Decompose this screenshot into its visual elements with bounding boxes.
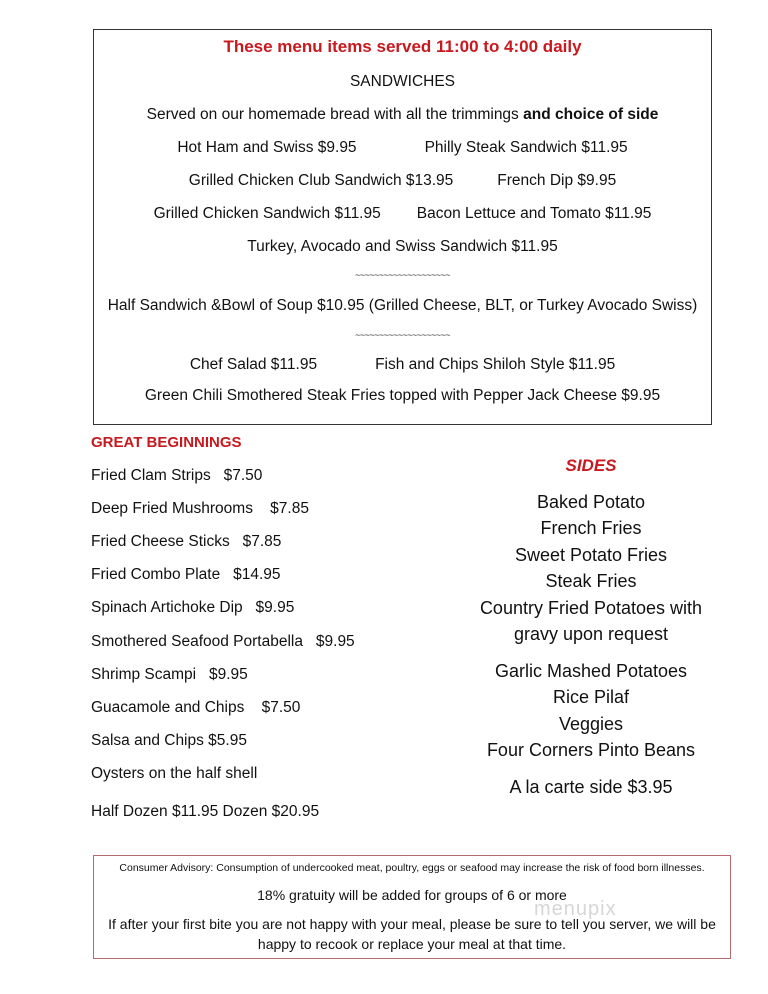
side-item: Veggies: [558, 714, 624, 734]
menu-row: [94, 172, 711, 190]
hours-title: These menu items served 11:00 to 4:00 daily: [223, 37, 582, 56]
side-item: Baked Potato: [536, 492, 646, 512]
menu-row: [94, 387, 711, 405]
side-item: gravy upon request: [513, 624, 669, 644]
appetizer-item: Salsa and Chips $5.95: [91, 732, 247, 749]
a-la-carte-price: A la carte side $3.95: [509, 777, 673, 797]
divider: ~~~~~~~~~~~~~~~~~~~~: [354, 330, 451, 340]
side-item: Garlic Mashed Potatoes: [494, 661, 688, 681]
appetizer-item: Oysters on the half shell: [91, 765, 258, 782]
great-beginnings-heading: GREAT BEGINNINGS: [91, 434, 242, 451]
side-item: Sweet Potato Fries: [514, 545, 668, 565]
divider: ~~~~~~~~~~~~~~~~~~~~: [354, 270, 451, 280]
sides-heading: SIDES: [565, 456, 617, 475]
appetizer-item: Spinach Artichoke Dip $9.95: [91, 599, 295, 616]
side-item: Country Fried Potatoes with: [479, 598, 703, 618]
menu-item: Philly Steak Sandwich $11.95: [424, 139, 628, 156]
side-item: French Fries: [540, 518, 642, 538]
advisory-box: [93, 855, 731, 959]
description-plain: Served on our homemade bread with all the trimmings: [146, 106, 524, 123]
watermark-logo: menupix: [534, 898, 617, 920]
menu-row: [94, 205, 711, 223]
side-item: Steak Fries: [545, 571, 637, 591]
menu-item: Fish and Chips Shiloh Style $11.95: [375, 356, 616, 373]
menu-item: Bacon Lettuce and Tomato $11.95: [416, 205, 652, 222]
appetizer-item: Fried Combo Plate $14.95: [91, 566, 281, 583]
appetizer-item: Shrimp Scampi $9.95: [91, 666, 248, 683]
appetizer-item: Half Dozen $11.95 Dozen $20.95: [91, 803, 320, 820]
menu-item: Chef Salad $11.95: [189, 356, 318, 373]
appetizer-item: Fried Clam Strips $7.50: [91, 467, 263, 484]
consumer-advisory: Consumer Advisory: Consumption of undercooked meat, poultry, eggs or seafood may increase the risk of food born illnesses.: [119, 862, 705, 874]
appetizer-item: Deep Fried Mushrooms $7.85: [91, 500, 309, 517]
menu-row: [94, 356, 711, 374]
appetizer-item: Smothered Seafood Portabella $9.95: [91, 633, 355, 650]
description-bold: and choice of side: [523, 106, 659, 123]
menu-item: French Dip $9.95: [497, 172, 617, 189]
lunch-menu-box: [93, 29, 712, 425]
guarantee-line-2: happy to recook or replace your meal at that time.: [257, 936, 567, 952]
guarantee-line-1: If after your first bite you are not happy with your meal, please be sure to tell you server, we will be: [108, 916, 716, 932]
side-item: Rice Pilaf: [552, 687, 630, 707]
half-sandwich-item: Half Sandwich &Bowl of Soup $10.95 (Grilled Cheese, BLT, or Turkey Avocado Swiss): [107, 297, 698, 314]
appetizer-item: Guacamole and Chips $7.50: [91, 699, 301, 716]
menu-item: Green Chili Smothered Steak Fries topped with Pepper Jack Cheese $9.95: [144, 387, 661, 404]
side-item: Four Corners Pinto Beans: [486, 740, 696, 760]
appetizer-item: Fried Cheese Sticks $7.85: [91, 533, 282, 550]
menu-item: Grilled Chicken Club Sandwich $13.95: [188, 172, 454, 189]
menu-item: Turkey, Avocado and Swiss Sandwich $11.95: [247, 238, 558, 255]
menu-item: Grilled Chicken Sandwich $11.95: [153, 205, 381, 222]
sandwich-description: [94, 106, 711, 124]
menu-row: [94, 238, 711, 256]
sandwiches-heading: SANDWICHES: [349, 73, 456, 90]
menu-item: Hot Ham and Swiss $9.95: [177, 139, 357, 156]
gratuity-notice: 18% gratuity will be added for groups of 6 or more: [257, 887, 567, 903]
menu-row: [94, 139, 711, 157]
